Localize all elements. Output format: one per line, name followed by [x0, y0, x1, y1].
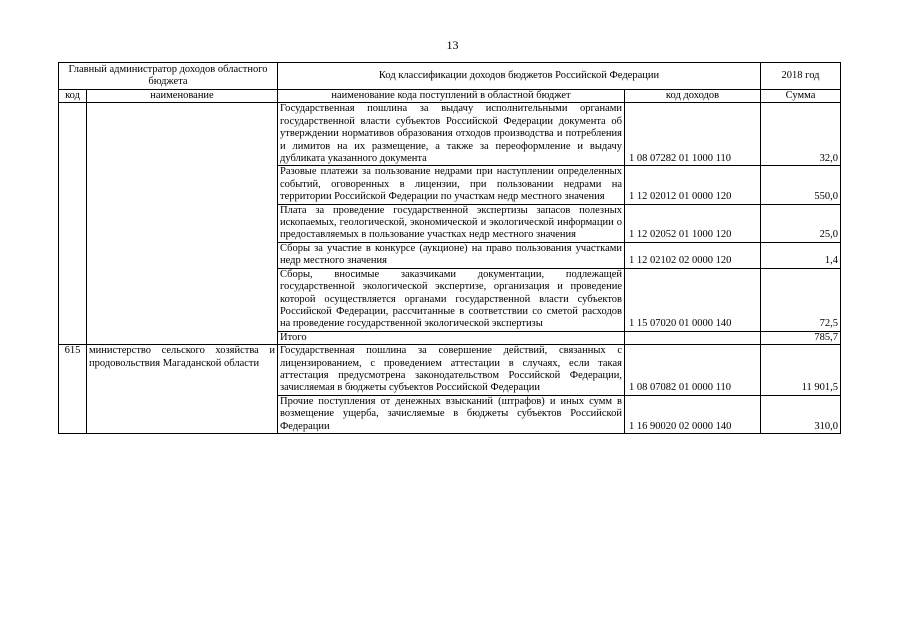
- header-name: наименование: [87, 90, 278, 103]
- revenue-sum: 11 901,5: [761, 345, 841, 396]
- header-revenue-name: наименование кода поступлений в областной бюджет: [278, 90, 625, 103]
- revenue-sum: 72,5: [761, 268, 841, 331]
- header-revenue-code: код доходов: [625, 90, 761, 103]
- table-row: [59, 103, 841, 166]
- admin-name: министерство сельского хозяйства и продовольствия Магаданской области: [87, 345, 278, 434]
- revenue-name: Разовые платежи за пользование недрами при наступлении определенных событий, оговоренных в лицензии, при пользовании недрами на территории Российской Федерации по участкам недр местного значения: [278, 166, 625, 204]
- total-code-cell: [625, 331, 761, 344]
- table-row: [59, 345, 841, 396]
- revenue-code: 1 12 02102 02 0000 120: [625, 242, 761, 268]
- revenue-code: 1 12 02052 01 1000 120: [625, 204, 761, 242]
- header-row-1: [59, 63, 841, 90]
- revenue-name: Плата за проведение государственной экспертизы запасов полезных ископаемых, геологической, экономической и экологической информации о предоставляемых в пользование участках недр местного значения: [278, 204, 625, 242]
- revenue-name: Сборы за участие в конкурсе (аукционе) на право пользования участками недр местного значения: [278, 242, 625, 268]
- revenue-name: Сборы, вносимые заказчиками документации, подлежащей государственной экологической экспертизе, организация и проведение которой осуществляется органами государственной власти субъектов Российской Федерации, рассчитанные в соответствии со сметой расходов на проведение государственной экологической экспертизы: [278, 268, 625, 331]
- page-number: 13: [446, 38, 459, 52]
- admin-code: 615: [59, 345, 87, 434]
- revenue-sum: 550,0: [761, 166, 841, 204]
- header-admin-group: Главный администратор доходов областного бюджета: [59, 63, 278, 90]
- header-code: код: [59, 90, 87, 103]
- header-classification-group: Код классификации доходов бюджетов Российской Федерации: [278, 63, 761, 90]
- revenue-name: Прочие поступления от денежных взысканий (штрафов) и иных сумм в возмещение ущерба, зачисляемые в бюджеты субъектов Российской Федерации: [278, 395, 625, 433]
- header-row-2: [59, 90, 841, 103]
- revenue-code: 1 12 02012 01 0000 120: [625, 166, 761, 204]
- admin-name-cell: [87, 103, 278, 345]
- revenue-code: 1 15 07020 01 0000 140: [625, 268, 761, 331]
- admin-code-cell: [59, 103, 87, 345]
- header-year: 2018 год: [761, 63, 841, 90]
- revenue-table: [58, 62, 841, 434]
- total-sum: 785,7: [761, 331, 841, 344]
- revenue-sum: 32,0: [761, 103, 841, 166]
- revenue-name: Государственная пошлина за совершение действий, связанных с лицензированием, с проведением аттестации в случаях, если такая аттестация предусмотрена законодательством Российской Федерации, зачисляемая в бюджеты субъектов Российской Федерации: [278, 345, 625, 396]
- revenue-sum: 25,0: [761, 204, 841, 242]
- header-sum: Сумма: [761, 90, 841, 103]
- revenue-name: Государственная пошлина за выдачу исполнительными органами государственной власти субъектов Российской Федерации документа об утверждении нормативов образования отходов производства и потребления и лимитов на их размещение, а также за переоформление и выдачу дубликата указанного документа: [278, 103, 625, 166]
- revenue-sum: 1,4: [761, 242, 841, 268]
- revenue-code: 1 08 07082 01 0000 110: [625, 345, 761, 396]
- revenue-code: 1 16 90020 02 0000 140: [625, 395, 761, 433]
- total-label: Итого: [278, 331, 625, 344]
- revenue-code: 1 08 07282 01 1000 110: [625, 103, 761, 166]
- revenue-sum: 310,0: [761, 395, 841, 433]
